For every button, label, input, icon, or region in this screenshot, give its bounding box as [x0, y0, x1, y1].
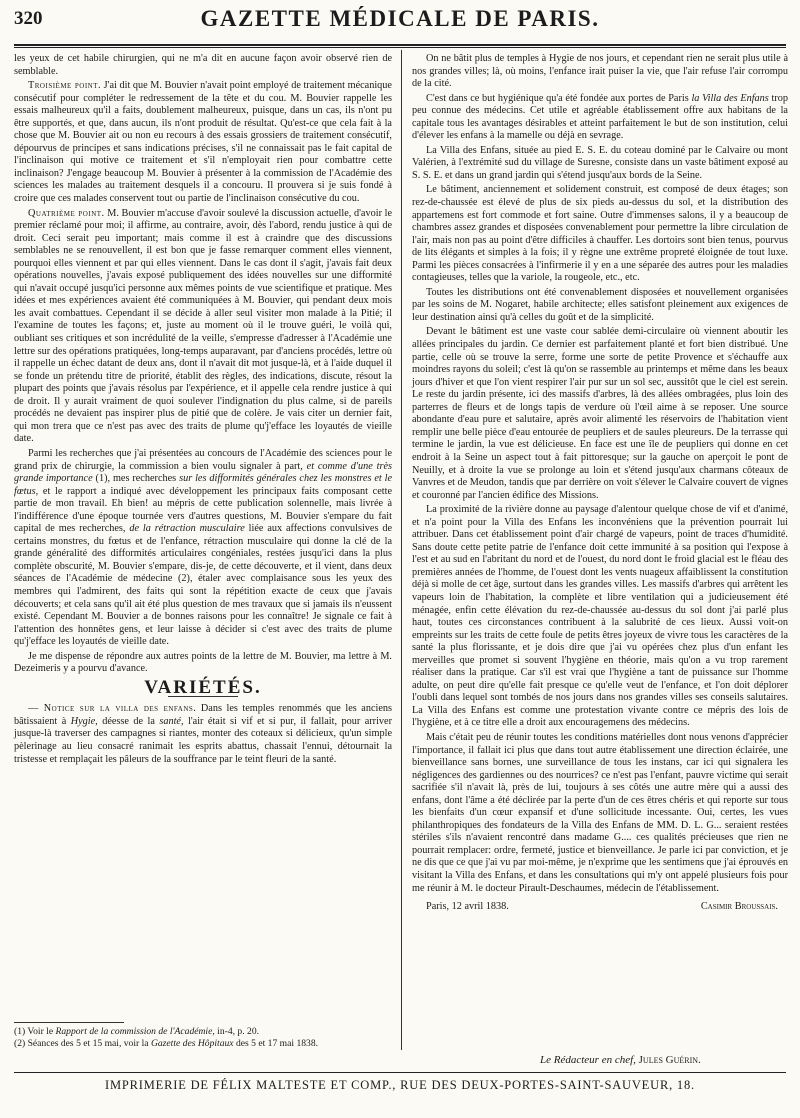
paragraph: La Villa des Enfans, située au pied E. S. E. du coteau dominé par le Calvaire ou mont Valérien, à l'extrémité sud du village de Suresne, consiste dans un vaste bâtiment exposé au S. S. E. et dans un grand jardin qui s'étend jusqu'aux bords de la Seine.: [412, 144, 788, 181]
notice-label: — Notice sur la villa des enfans.: [28, 703, 197, 715]
paragraph-text: J'ai dit que M. Bouvier n'avait point employé de traitement mécanique consécutif pour compléter le redressement de la tête et du cou. M. Bouvier rappelle les essais malheureux qu'il a faits, doublement malheureux, puisque, dans un cas, ils n'ont pu être supportés, et que, dans aucun, ils n'ont produit de résultat. Qu'est-ce que cela fait à la chose que M. Bouvier ait ou non eu recours à des essais grossiers de traitement consécutif, dépourvus de principes et sans indications précises, s'il ne connaissait pas le fait capital de l'inclinaison qui motive ce traitement et s'il n'employait rien pour combattre cette inclinaison? J'engage beaucoup M. Bouvier à présenter à la commission de l'Académie des sciences les malades au traitement desquels il a concouru. Il prouvera si je suis fondé à croire que ces malades conservent tout ou partie de l'inclinaison consécutive du cou.: [14, 80, 392, 205]
paragraph-text: trop peu connue des médecins. Cet utile et agréable établissement offre aux habitans de la capitale tous les avantages désirables et atteint parfaitement le but de son institution, celui d'élever les enfans à la mamelle ou déjà en sevrage.: [412, 92, 789, 142]
signature-date: Paris, 12 avril 1838.: [426, 901, 509, 913]
column-divider: [401, 50, 402, 1050]
footnote: [14, 1038, 392, 1050]
signature-row: [412, 901, 788, 917]
paragraph-text: C'est dans ce but hygiénique qu'a été fondée aux portes de Paris: [426, 92, 689, 104]
emphasis: et comme d'une très grande importance: [14, 460, 392, 485]
paragraph-text: M. Bouvier m'accuse d'avoir soulevé la discussion actuelle, d'avoir le premier réclamé pour moi; il affirme, au contraire, avoir, dès l'abord, rendu justice à qui de droit. Ceci serait peu important; mais comme il est à craindre que des discussions semblables ne se renouvellent, il est bon que je fasse remarquer comment elles viennent, pourquoi elles viennent et par qui elles viennent. Dans le cas dont il s'agit, j'avais fait deux opérations nouvelles, j'avais exposé publiquement des idées nouvelles sur une difformité qui n'avait occupé jusqu'ici personne aux mêmes points de vue scientifique et pratique. Mes idées et mes expériences avaient été communiquées à M. Bouvier, qui pendant deux mois les avait combattues. Cependant il se décide à aller seul visiter mon malade à la Pitié; il l'examine de toutes les façons; et, juste au moment où il le trouve guéri, le voilà qui, oubliant ses critiques et son incrédulité de la veille, s'empresse d'adresser à l'Académie une lettre sur des opérations pratiquées, long-temps auparavant, par d'anciens procédés, lettre où il rappelle un échec datant de deux ans, dont il n'avait dit mot jusque-là, et à l'aide duquel il se fonde un prétendu titre de priorité, établit des règles, des indications, discute, résout la plupart des points que j'avais résolus par l'expérience, et il appelle cela rendre justice à qui de droit. Il y aurait vraiment de quoi soulever l'indignation du plus calme, si de pareils procédés ne devaient pas inspirer plus de pitié que de colère. Je vais citer un dernier fait, qui mon trera que ce n'est pas avec des traits de plume qu'j'efface les loyautés de vieille date.: [14, 207, 393, 445]
signature-name: Casimir Broussais.: [700, 901, 778, 913]
header-rule-thin: [14, 47, 786, 48]
masthead-title: GAZETTE MÉDICALE DE PARIS.: [200, 6, 600, 31]
paragraph-text: Dans les temples renommés que les anciens bâtissaient à: [14, 703, 392, 727]
paragraph: [412, 93, 788, 143]
paragraph: On ne bâtit plus de temples à Hygie de nos jours, et cependant rien ne serait plus utile à nos grandes villes; là, où moins, l'enfance irait puiser la vie, que l'air refuse l'air corrompu de la cité.: [412, 53, 788, 90]
emphasis: santé,: [159, 715, 184, 727]
section-label: Troisième point.: [28, 80, 102, 92]
paragraph: les yeux de cet habile chirurgien, qui ne m'a dit en aucune façon avoir observé rien de semblable.: [14, 53, 392, 77]
left-column: [14, 53, 392, 768]
paragraph: Je me dispense de répondre aux autres points de la lettre de M. Bouvier, ma lettre à M. Dezeimeris y a pourvu d'avance.: [14, 650, 392, 675]
footnote: [14, 1026, 392, 1038]
footnotes: [14, 1022, 392, 1049]
emphasis: Gazette des Hôpitaux: [150, 1037, 234, 1049]
paragraph: [14, 208, 392, 446]
right-column: [412, 53, 788, 917]
paragraph: [14, 703, 392, 766]
paragraph: Devant le bâtiment est une vaste cour sablée demi-circulaire où viennent aboutir les allées principales du jardin. Ce dernier est parfaitement planté et fort bien distribué. Une partie, celle où se trouve la serre, forme une sorte de petite Provence et s'échauffe aux moindres rayons du soleil; c'est là qu'on se rassemble au printemps et même dans les beaux jours d'hiver et que l'on vient respirer l'air pur sur un sol sec, aussitôt que le ciel est serein. Le reste du jardin présente, ici des massifs d'arbres, là des allées ombragées, plus loin des parterres de fleurs et de longs tapis de verdure où l'œil aime à se reposer. Une source abondante d'eau pure et salutaire, après avoir alimenté les réservoirs de l'habitation vient remplir une belle pièce d'eau entourée de peupliers et de saules pleureurs. De la terrasse qui termine le jardin, la vue est délicieuse. En face est une île de peupliers qui donne en cet endroit à la Seine un aspect tout à fait pittoresque; sur la gauche on aperçoit le pont de Neuilly, et à droite la vue se prolonge au loin et s'étend jusqu'aux charmans côteaux de Vanvres et de Meudon, tandis que par derrière on voit s'élever le Calvaire couvert de vignes et couronné par l'ancien édifice des Missions.: [412, 326, 788, 501]
paragraph: [14, 80, 392, 205]
footnote-rule: [14, 1022, 124, 1023]
footnote-text: (2) Séances des 5 et 15 mai, voir la: [14, 1037, 149, 1049]
footnote-text: des 5 et 17 mai 1838.: [235, 1037, 319, 1049]
page-number: 320: [14, 8, 43, 29]
paragraph: Mais c'était peu de réunir toutes les conditions matérielles dont nous venons d'apprécier l'importance, il fallait ici plus que dans tout autre établissement une direction éclairée, une bienveillance sans bornes, une surveillance de tous les instans, car ici qui signalera les négligences des gardiennes ou des nourrices? ce n'est pas l'enfant, pauvre victime qui serait sacrifiée s'il n'avait là, près de lui, toujours à ses côtés une autre mère qui a aussi des enfans, dont l'âme a été déclirée par la perte d'un de ces êtres chéris et qui reporte sur tous les bienfaits d'un cœur expansif et d'une sollicitude incessante. Oui, certes, les vues philanthropiques des fondateurs de la Villa des Enfans de MM. D. L. G... seraient restées stériles s'ils n'avaient rencontré dans madame G.... ces qualités précieuses que rien ne pourrait remplacer: ordre, fermeté, justice et bienveillance. Je parle ici par conviction, et je ne dis que ce que j'ai vu par moi-même, je n'exprime que les sentimens que j'ai éprouvés en visitant la Villa des Enfans, et dans les consultations qui m'y ont appelé plusieurs fois pour me réunir à M. le docteur Pirault-Deschaumes, médecin de l'établissement.: [412, 731, 788, 894]
imprint-line: IMPRIMERIE DE FÉLIX MALTESTE ET COMP., RUE DES DEUX-PORTES-SAINT-SAUVEUR, 18.: [105, 1078, 695, 1092]
editor-prefix: Le Rédacteur en chef,: [540, 1054, 636, 1066]
editor-line: [540, 1054, 701, 1066]
emphasis: sur les difformités générales chez les monstres et le fœtus,: [14, 473, 393, 497]
paragraph: [14, 448, 392, 649]
emphasis: la Villa des Enfans: [691, 92, 769, 104]
section-label: Quatrième point.: [28, 207, 105, 219]
paragraph-text: déesse de la: [102, 715, 155, 727]
emphasis: Hygie,: [70, 715, 98, 727]
emphasis: Rapport de la commission de l'Académie,: [55, 1026, 215, 1037]
footnote-text: (1) Voir le: [14, 1026, 54, 1037]
emphasis: de la rétraction musculaire: [129, 523, 245, 535]
paragraph-text: (1), mes recherches: [95, 473, 177, 485]
editor-name: Jules Guérin.: [638, 1054, 701, 1066]
paragraph: Toutes les distributions ont été convenablement disposées et nouvellement organisées par les soins de M. Nogaret, habile architecte; elles satisfont pleinement aux exigences de leur destination ainsi qu'à celles du goût et de la simplicité.: [412, 286, 788, 323]
paragraph-text: Parmi les recherches que j'ai présentées au concours de l'Académie des sciences pour le grand prix de chirurgie, la commission a bien voulu signaler à part,: [14, 447, 392, 472]
footer-rule: [14, 1072, 786, 1073]
paragraph-text: et le rapport a indiqué avec développement les principaux faits composant cette partie de mon travail. Eh bien! au mépris de cette publication solennelle, mais livrée à l'indifférence d'une époque tournée vers d'autres questions, M. Bouvier s'empare du fait capital de mes recherches,: [14, 485, 393, 535]
header-rule: [14, 44, 786, 46]
paragraph: Le bâtiment, anciennement et solidement construit, est composé de deux étages; son rez-de-chaussée est élevé de plus de six pieds au-dessus du sol, et la distribution des appartemens est fort commode et fort saine. Outre d'immenses salons, il y a beaucoup de chambres assez grandes et disposées convenablement pour permettre la libre circulation de l'air, mais non pas au point d'être difficiles à chauffer. Les dortoirs sont bien tenus, pourvus de lits élégants et simples à la fois; il y règne une extrême propreté éloignée de tout luxe. Parmi les pièces consacrées à l'infirmerie il y en a une séparée des autres pour les maladies contagieuses, telles que la variole, la rougeole, etc., etc.: [412, 184, 788, 284]
paragraph: La proximité de la rivière donne au paysage d'alentour quelque chose de vif et d'animé, et n'a point pour la Villa des Enfans les inconvéniens que la prévention pourrait lui attribuer. Dans cet établissement point d'air chargé de vapeurs, point de traces d'humidité. Sans doute cette petite patrie de l'enfance doit cette immunité à sa position qui l'expose à l'est et au sud en l'abritant du nord et de l'ouest, du nord dont le froid glacial est le fléau des premières années de l'homme, de l'ouest dont les vents nuageux affaiblissent la constitution déjà si molle de cet âge, surtout dans les grandes villes. Les massifs d'arbres qui arrêtent les vapeurs loin de l'habitation, la complète et libre ventilation qui a judicieusement été ménagée, enfin cette élévation du rez-de-chaussée au-dessus du sol dont j'ai parlé plus haut, toutes ces circonstances contribuent à la salubrité de ces lieux. Aussi voit-on empreints sur les traits de cette foule de petits êtres joyeux de vivre tous les caractères de la santé la plus florissante, et je dois dire que j'ai vu opérées chez plus d'un enfant les merveilles que promet si souvent l'hygiène en théorie, mais qu'on a vu trop rarement réaliser dans la pratique. Car s'il est vrai que l'hygiène a tant de puissance sur l'homme adulte, on peut dire qu'elle fait presque ce qu'elle veut de l'enfance, et l'on doit déplorer l'oubli dans lequel sont tombés de nos jours dans nos grandes villes ses conseils salutaires. La Villa des Enfans est comme une protestation vivante contre ce mépris des lois de l'hygiène, et à ce titre elle a droit aux encouragemens des médecins.: [412, 504, 788, 729]
footnote-text: in-4, p. 20.: [217, 1026, 260, 1037]
varietes-heading: VARIÉTÉS.: [144, 676, 262, 698]
paragraph-text: l'air était si vif et si pur, il fallait, pour arriver jusque-là traverser des campagnes si riantes, monter des coteaux si délicieux, qu'un simple pèlerinage au lieu consacré ranimait les esprits abattus, chassait l'ennui, détournait la tristesse et remplaçait les pâleurs de la souffrance par le teint fleuri de la santé.: [14, 715, 393, 765]
paragraph-text: liée aux affections convulsives de certains monstres, du fœtus et de l'enfance, rétraction musculaire qui donne la clé de la grande généralité des difformités articulaires congéniales, restées jusqu'ici dans la plus complète obscurité, M. Bouvier s'empare, dis-je, de cette découverte, et il vient, dans deux séances de l'Académie de médecine (2), étaler avec complaisance sous les yeux des membres qui l'admirent, des faits qui sont la répétition exacte de ceux que j'avais découverts; et cela sans qu'il ait été plus question de mes travaux que si jamais ils n'eussent existé. Cependant M. Bouvier a de bonnes raisons pour les connaître! Je signale ce fait à l'attention des honnêtes gens, et leur laisse à décider si c'est avec des traits de plume qu'j'efface les loyautés de vieille date.: [14, 523, 393, 648]
